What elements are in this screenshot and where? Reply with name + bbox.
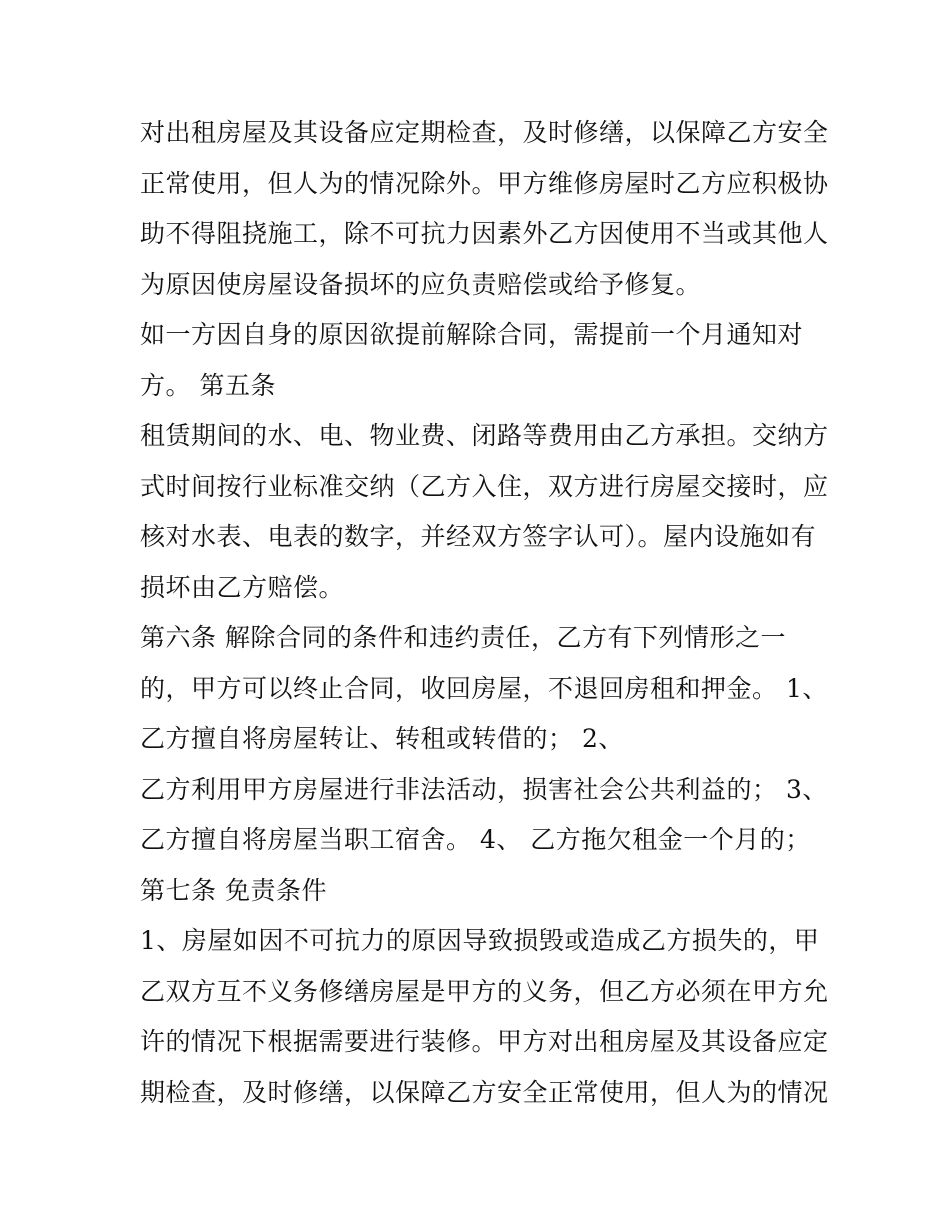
text-line: 为原因使房屋设备损坏的应负责赔偿或给予修复。: [140, 269, 702, 299]
text-line: 1、房屋如因不可抗力的原因导致损毁或造成乙方损失的，甲: [140, 926, 820, 955]
text-line: 方。 第五条: [140, 370, 276, 400]
text-line: 损坏由乙方赔偿。: [140, 572, 345, 602]
text-line: 期检查，及时修缮，以保障乙方安全正常使用，但人为的情况: [140, 1077, 829, 1107]
text-line: 乙方利用甲方房屋进行非法活动，损害社会公共利益的； 3、: [140, 774, 828, 804]
text-line: 第七条 免责条件: [140, 875, 327, 905]
text-line: 助不得阻挠施工，除不可抗力因素外乙方因使用不当或其他人: [140, 219, 829, 248]
text-line: 租赁期间的水、电、物业费、闭路等费用由乙方承担。交纳方: [140, 421, 829, 450]
text-line: 许的情况下根据需要进行装修。甲方对出租房屋及其设备应定: [140, 1027, 829, 1056]
text-line: 第六条 解除合同的条件和违约责任，乙方有下列情形之一: [140, 623, 786, 652]
text-line: 乙方擅自将房屋转让、转租或转借的； 2、: [140, 724, 624, 753]
text-line: 乙方擅自将房屋当职工宿舍。 4、 乙方拖欠租金一个月的；: [140, 825, 811, 854]
text-line: 对出租房屋及其设备应定期检查，及时修缮，以保障乙方安全: [140, 118, 829, 147]
text-line: 正常使用，但人为的情况除外。甲方维修房屋时乙方应积极协: [140, 168, 829, 198]
text-line: 式时间按行业标准交纳（乙方入住，双方进行房屋交接时，应: [140, 471, 829, 501]
text-line: 的，甲方可以终止合同，收回房屋，不退回房租和押金。 1、: [140, 673, 828, 703]
text-line: 如一方因自身的原因欲提前解除合同，需提前一个月通知对: [140, 320, 804, 349]
text-line: 乙双方互不义务修缮房屋是甲方的义务，但乙方必须在甲方允: [140, 976, 829, 1006]
contract-text-body: [140, 108, 830, 1118]
text-line: 核对水表、电表的数字，并经双方签字认可）。屋内设施如有: [140, 522, 817, 551]
